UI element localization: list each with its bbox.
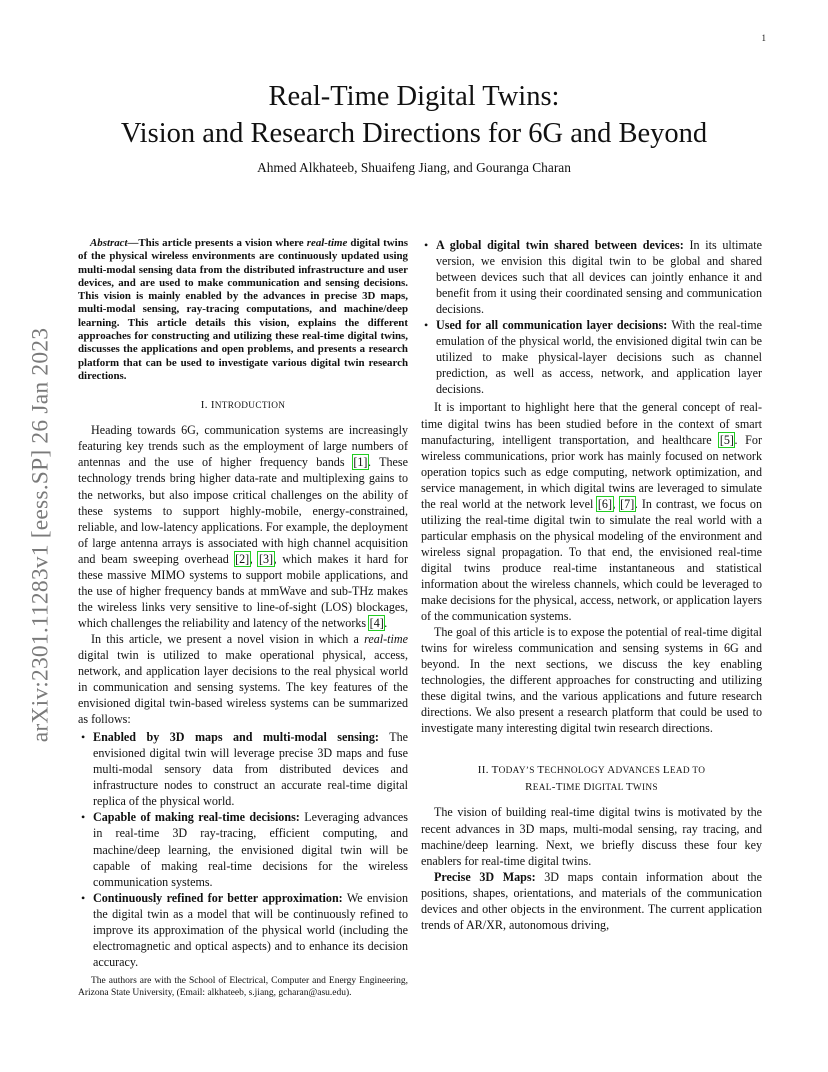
section-heading-technology-advances [421,762,762,796]
feature-text: Leveraging advances in real-time 3D ray-tracing, efficient computing, and machine/deep learning, the envisioned digital twin will be capable of making real-time decisions for the wireless communication systems. [93,810,408,889]
heading-part: T [537,764,545,777]
section-number: I. I [200,399,215,412]
list-item [436,237,762,317]
heading-part: IME [562,783,584,794]
feature-text: The envisioned digital twin will leverage precise 3D maps and fuse multi-modal sensory data from distributed devices and infrastructure nodes to construct an accurate real-time digital replica of the physical world. [93,730,409,809]
feature-heading: Continuously refined for better approximation: [93,890,343,905]
arxiv-id: arXiv:2301.11283v1 [eess.SP] 26 Jan 2023 [27,327,54,743]
emphasis: real-time [364,631,408,646]
right-column [421,237,762,933]
text: It is important to highlight here that the general concept of real-time digital twins has been studied before in the context of smart manufacturing, intelligent transportation, and healthcare [421,400,762,447]
heading-part: DVANCES [615,766,663,777]
heading-part: WINS [632,783,658,794]
feature-list [78,729,408,970]
list-item [93,809,408,889]
heading-part: L [662,764,670,777]
feature-heading: Capable of making real-time decisions: [93,810,300,825]
text: . For wireless communications, prior work has mainly focused on network operation topics such as edge computing, network optimization, and service management, in which digital twins are leveraged to simulate the real world at the network level [421,432,762,511]
paper-title [0,78,828,152]
subheading: Precise 3D Maps: [434,869,536,884]
text: In this article, we present a novel vision in which a [91,631,365,646]
authors: Ahmed Alkhateeb, Shuaifeng Jiang, and Gouranga Charan [257,160,571,175]
text: , which makes it hard for these massive MIMO systems to support mobile applications, and the use of higher frequency bands at mmWave and sub-THz makes the wireless links very sensitive to line-of-sight (LOS) blockages, which challenges the reliability and latency of the networks [78,551,409,630]
section-heading-introduction [78,397,408,414]
citation-link[interactable]: [7] [620,496,635,511]
feature-text: In its ultimate version, we envision this digital twin to be global and shared between devices such that all devices can jointly enhance it and benefit from it using their coordinated sensing and communication decisions. [436,238,763,317]
heading-part: A [607,764,616,777]
body-paragraph-1 [421,399,762,624]
feature-heading: Enabled by 3D maps and multi-modal sensing: [93,730,379,745]
text: , [612,496,620,511]
author-footnote: The authors are with the School of Electrical, Computer and Energy Engineering, Arizona State University, (Email: alkhateeb, s.jiang, gcharan@asu.edu). [78,976,408,998]
section-title: NTRODUCTION [214,401,286,412]
left-column [78,237,408,972]
heading-part: R [525,781,533,794]
text: . In contrast, we focus on utilizing the real-time digital twin to simulate the real world with a particular emphasis on the physical modeling of the environment and wireless signal propagation. To that end, the envisioned real-time digital twins produce real-time instantaneous and statistical information about the wireless channels, which could be leveraged to make decisions for the physical, access, network, or application layers of the communication systems. [421,496,762,624]
intro-paragraph-2 [78,631,408,727]
feature-heading: A global digital twin shared between devices: [436,238,684,252]
title-line-2: Vision and Research Directions for 6G and Beyond [120,118,708,149]
feature-heading: Used for all communication layer decisions: [436,318,668,333]
heading-part: -T [551,781,563,794]
list-item [93,729,408,809]
abstract-emphasis: real-time [306,237,348,249]
abstract [78,237,408,383]
heading-part: EAL [532,783,552,794]
heading-part: II. T [477,764,499,777]
title-line-1: Real-Time Digital Twins: [268,81,560,112]
heading-part: D [583,781,592,794]
arxiv-stamp [21,290,61,780]
intro-paragraph-1 [78,422,408,631]
abstract-text-2: digital twins of the physical wireless environments are continuously updated using multi-modal sensing data from the distributed infrastructure and user devices, and are used to make communication and sensing decisions. This vision is mainly enabled by the advances in precise 3D maps, multi-modal sensing, ray-tracing computations, and machine/deep learning. This article details this vision, explains the different approaches for constructing and utilizing these real-time digital twins, discusses the applications and open problems, and presents a research platform that can be used to investigate various digital twin research directions. [78,237,408,382]
page-number: 1 [761,33,766,43]
heading-part: ODAY’S [498,766,538,777]
abstract-text: —This article presents a vision where [127,237,307,249]
citation-link[interactable]: [4] [369,615,384,630]
citation-link[interactable]: [2] [235,551,250,566]
text: 3D maps contain information about the positions, shapes, orientations, and materials of the communication devices and other objects in the environment. The current application trends of AR/XR, autonomous driving, [421,869,762,932]
feature-text: With the real-time emulation of the physical world, the envisioned digital twin can be utilized to make physical-layer decisions such as channel prediction, as well as access, network, and application layer decisions. [436,318,762,397]
list-item [93,890,408,970]
citation-link[interactable]: [5] [719,432,734,447]
feature-text: We envision the digital twin as a model that will be continuously refined to improve its approximation of the physical world (including the electromagnetic and optical aspects) and to enhance its decision accuracy. [93,890,408,969]
feature-list-continued [421,237,762,397]
citation-link[interactable]: [3] [258,551,274,566]
text: Heading towards 6G, communication systems are increasingly featuring key trends such as the employment of large numbers of antennas and the use of higher frequency bands [78,423,408,470]
body-paragraph-4 [421,869,762,933]
heading-part: T [625,781,633,794]
text: digital twin is utilized to make operational physical, access, network, and application layer decisions to the real physical world in communication and sensing systems. The key features of the envisioned digital twin-based wireless systems can be summarized as follows: [78,647,408,727]
heading-part: EAD TO [669,766,706,777]
body-paragraph-3: The vision of building real-time digital twins is motivated by the recent advances in 3D maps, multi-modal sensing, ray tracing, and machine/deep learning. Next, we briefly discuss these four key enablers for real-time digital twins. [421,805,762,868]
list-item [436,317,762,397]
citation-link[interactable]: [1] [353,455,368,470]
text: , [249,551,259,566]
citation-link[interactable]: [6] [597,496,612,511]
abstract-lead: Abstract [90,237,128,249]
text: . [384,615,388,630]
heading-part: ECHNOLOGY [544,766,608,777]
body-paragraph-2: The goal of this article is to expose the potential of real-time digital twins for wireless communication and sensing systems in 6G and beyond. In the next sections, we discuss the key enabling technologies, the different approaches for constructing and utilizing these digital twins, and the various applications and future research directions. We also present a research platform that could be used to investigate many interesting digital twin research directions. [421,625,762,736]
heading-part: IGITAL [591,783,626,794]
text: . These technology trends bring higher data-rate and multiplexing gains to the networks, but also impose critical challenges on the ability of these systems to support highly-mobile, energy-constrained, reliable, and low-latency applications. For example, the deployment of large antenna arrays is associated with high channel acquisition and beam sweeping overhead [78,455,408,566]
